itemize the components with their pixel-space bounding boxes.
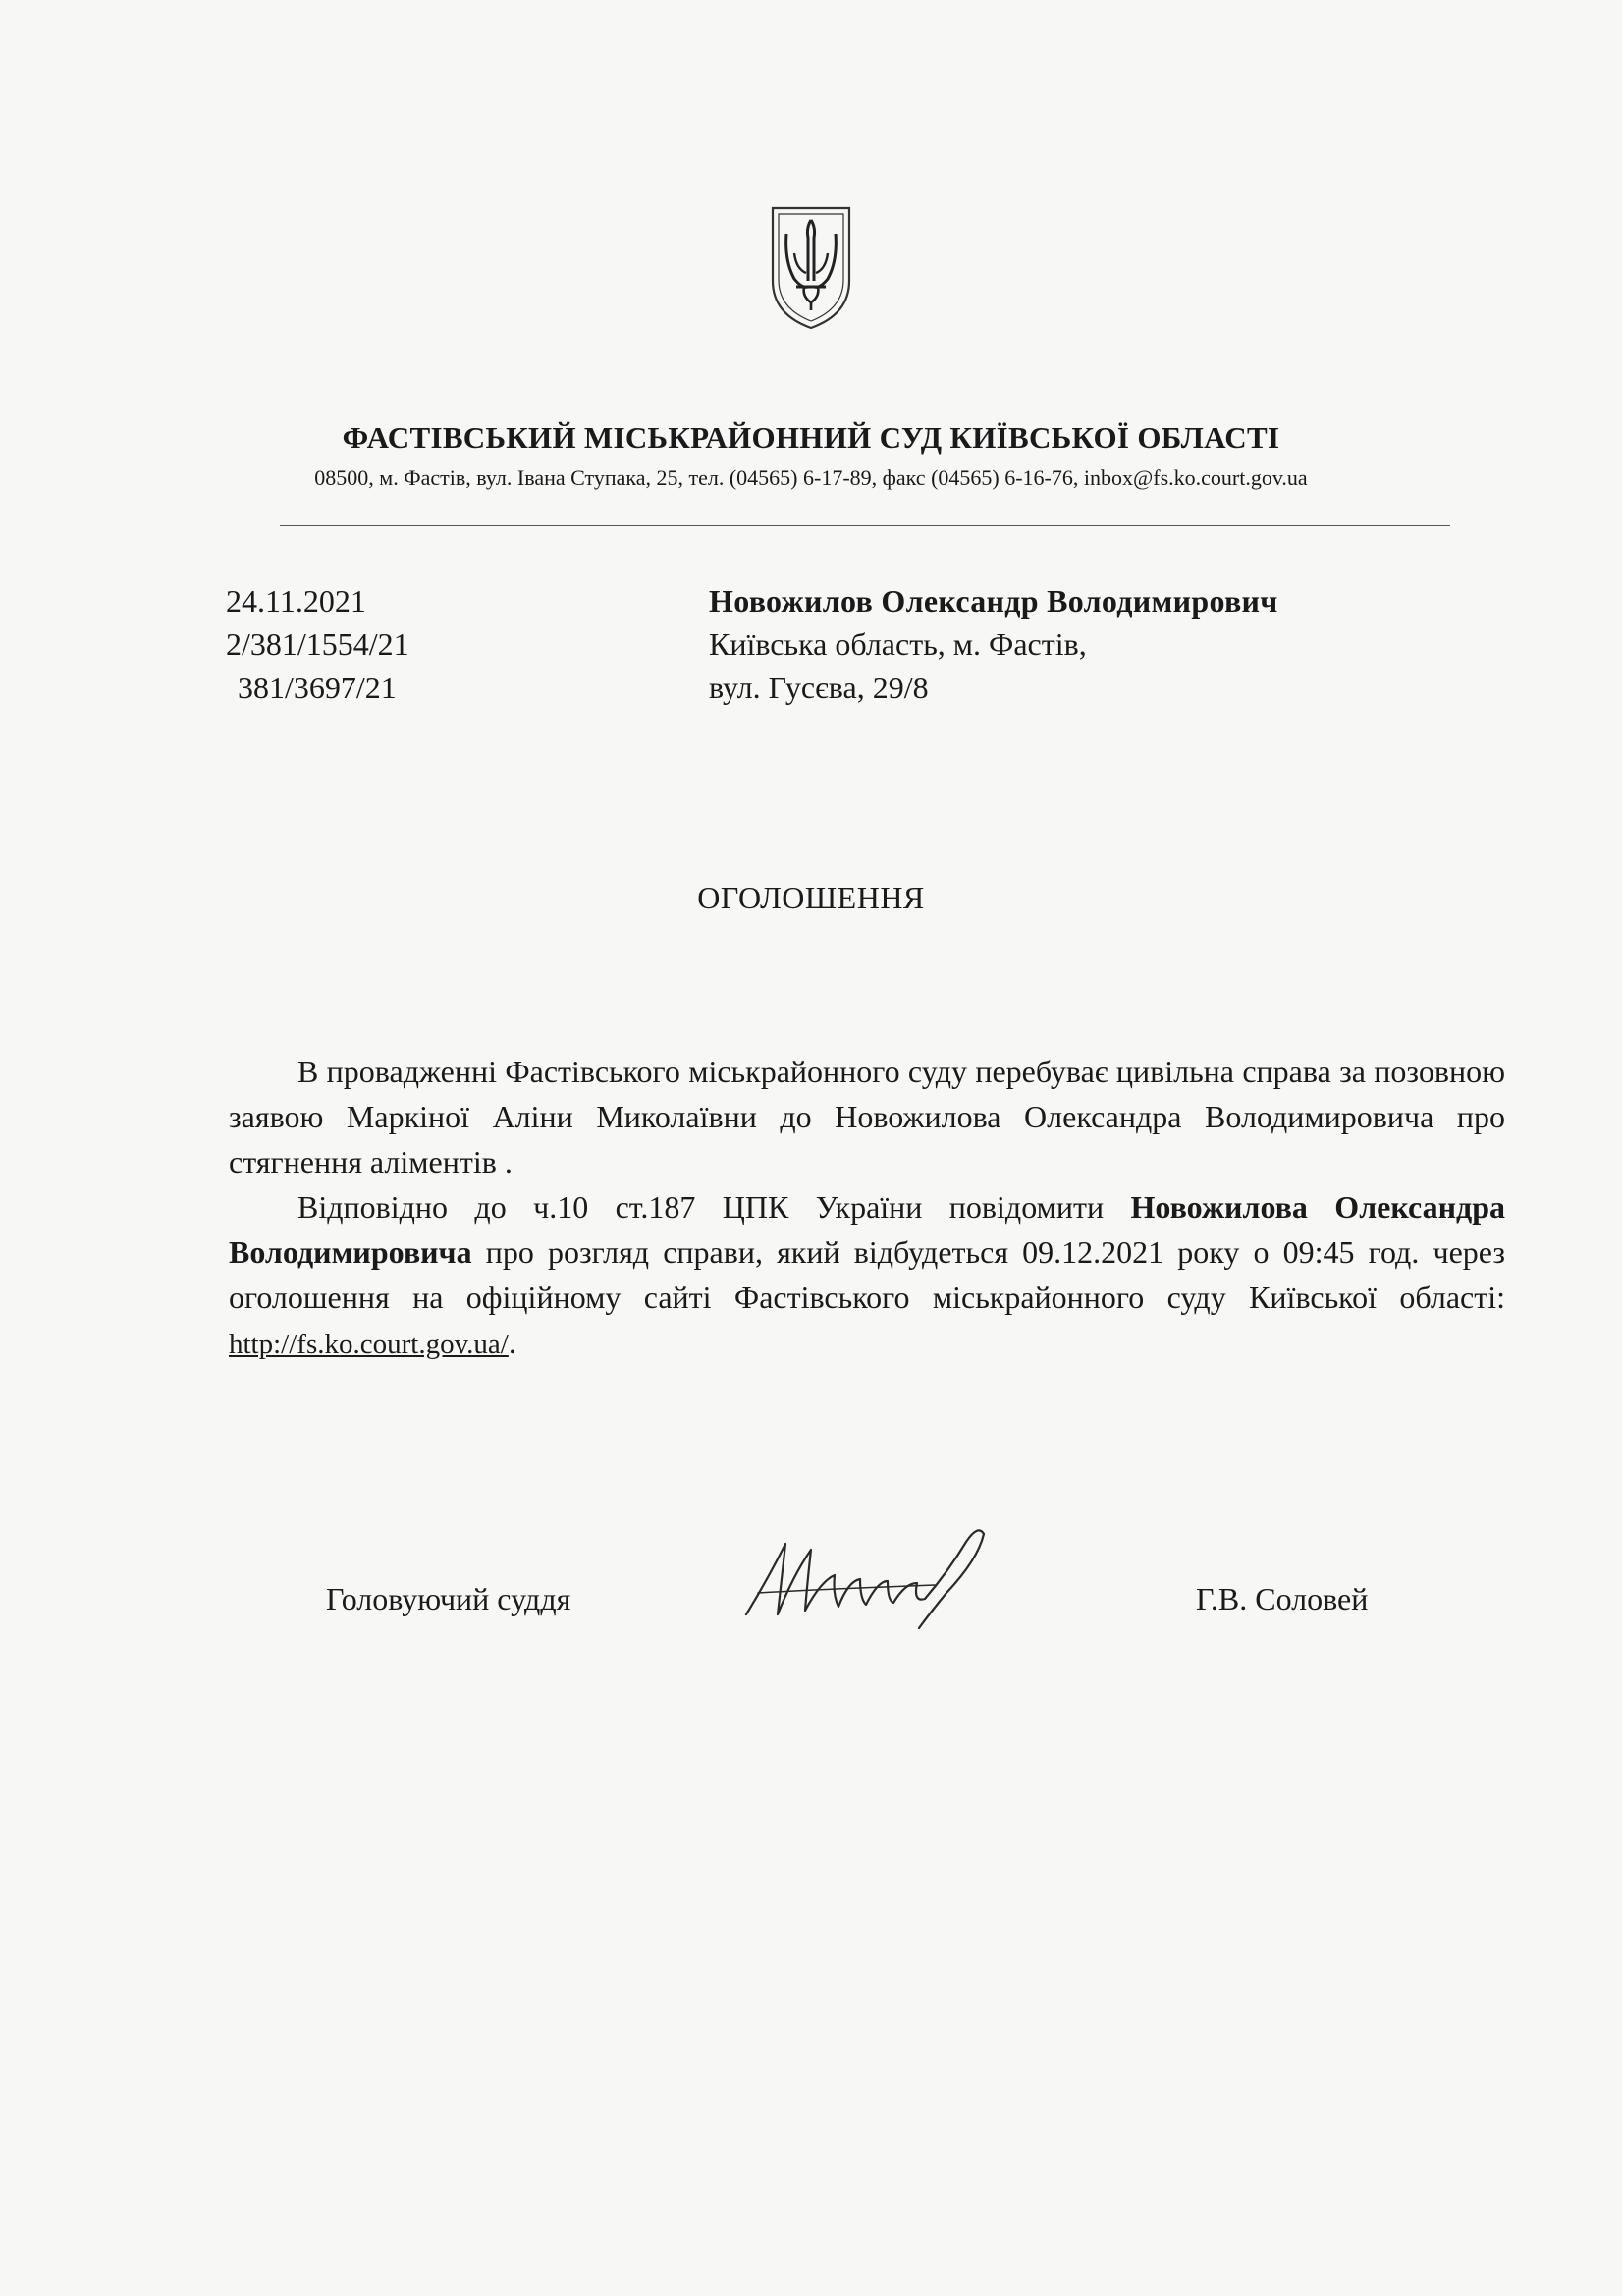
notice-paragraph-2-start: Відповідно до ч.10 ст.187 ЦПК України повідомити — [297, 1189, 1131, 1225]
addressee-name: Новожилов Олександр Володимирович — [709, 583, 1278, 619]
court-contacts: 08500, м. Фастів, вул. Івана Ступака, 25, тел. (04565) 6-17-89, факс (04565) 6-16-76, inbox@fs.ko.court.gov.ua — [314, 465, 1308, 490]
signer-name: Г.В. Соловей — [1196, 1581, 1369, 1616]
notice-paragraph-2-end: . — [508, 1325, 516, 1360]
addressee-address-line2: вул. Гусєва, 29/8 — [709, 670, 929, 705]
notice-body — [229, 1049, 1505, 1367]
court-name-heading: ФАСТІВСЬКИЙ МІСЬКРАЙОННИЙ СУД КИЇВСЬКОЇ ОБЛАСТІ — [342, 420, 1280, 455]
addressee-address-line1: Київська область, м. Фастів, — [709, 627, 1087, 662]
trident-coat-of-arms-icon — [767, 204, 855, 332]
court-website-link[interactable]: http://fs.ko.court.gov.ua/ — [229, 1329, 509, 1360]
header-divider — [280, 525, 1450, 526]
document-meta — [226, 579, 409, 709]
signer-role: Головуючий суддя — [326, 1581, 571, 1616]
document-date: 24.11.2021 — [226, 583, 366, 619]
case-number-secondary: 381/3697/21 — [238, 670, 397, 705]
addressee-block — [709, 579, 1278, 709]
case-number-primary: 2/381/1554/21 — [226, 627, 409, 662]
notice-paragraph-2-middle: про розгляд справи, який відбудеться 09.12.2021 року о 09:45 год. через оголошення на офіційному сайті Фастівського міськрайонного суду Київської області: — [229, 1234, 1505, 1315]
respondent-name-bold: Новожилова Олександра Володимировича — [229, 1189, 1506, 1270]
notice-paragraph-1: В провадженні Фастівського міськрайонного суду перебуває цивільна справа за позовною заявою Маркіної Аліни Миколаївни до Новожилова Олександра Володимировича про стягнення аліментів . — [229, 1054, 1505, 1179]
notice-title: ОГОЛОШЕННЯ — [697, 880, 925, 915]
handwritten-signature — [738, 1520, 1023, 1638]
notice-paragraph-2 — [229, 1184, 1505, 1367]
